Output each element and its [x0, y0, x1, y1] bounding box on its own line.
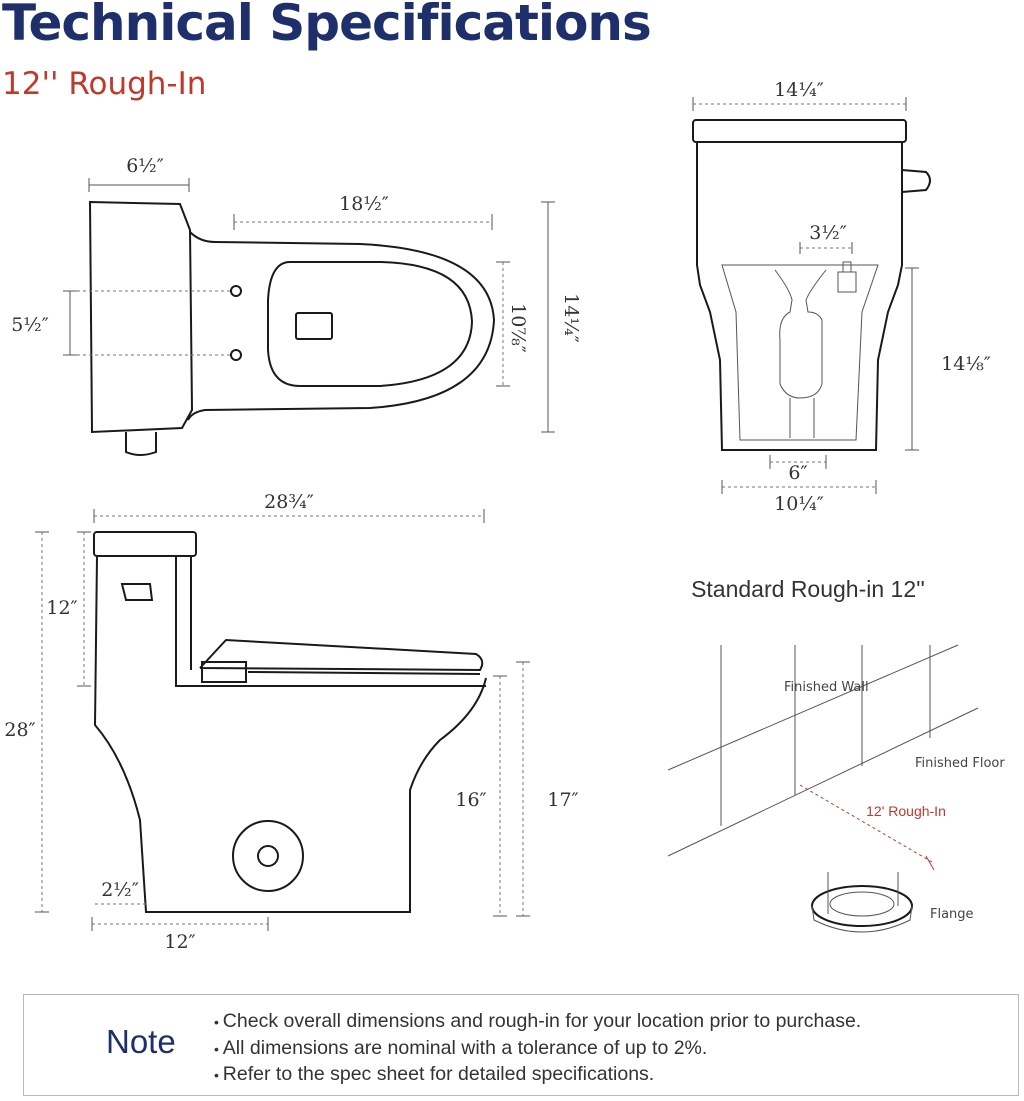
side-view — [4, 491, 578, 953]
dim-overall-height: 28″ — [4, 719, 36, 741]
flange-icon — [812, 872, 912, 932]
note-list — [214, 1009, 861, 1089]
page-subtitle: 12'' Rough-In — [2, 66, 207, 102]
dim-seat-width: 10⅞″ — [507, 303, 529, 353]
dim-outlet-width: 3½″ — [809, 222, 847, 244]
dim-base-width: 10¼″ — [774, 493, 824, 515]
rough-in-title: Standard Rough-in 12'' — [691, 576, 925, 602]
dim-trap-width: 6″ — [788, 462, 808, 484]
rough-in-label: 12' Rough-In — [866, 803, 946, 819]
dim-rim-height: 17″ — [547, 789, 579, 811]
note-item: • Refer to the spec sheet for detailed specifications. — [214, 1062, 861, 1089]
note-item: • Check overall dimensions and rough-in for your location prior to purchase. — [214, 1009, 861, 1036]
finished-floor-label: Finished Floor — [915, 756, 1005, 771]
dim-overall-length: 28¾″ — [264, 491, 314, 513]
note-title: Note — [106, 1023, 176, 1060]
dim-bolt-spacing: 5½″ — [11, 314, 49, 336]
dim-bowl-length: 18½″ — [339, 193, 389, 215]
dim-tank-width: 14¼″ — [774, 79, 824, 101]
page-title: Technical Specifications — [2, 0, 651, 52]
flush-button-icon — [296, 313, 332, 339]
front-view — [693, 79, 991, 515]
top-view — [11, 155, 582, 455]
finished-wall-label: Finished Wall — [784, 680, 869, 695]
dim-seat-depth: 6½″ — [126, 155, 164, 177]
rough-in-diagram — [668, 576, 1005, 932]
note-item: • All dimensions are nominal with a tolerance of up to 2%. — [214, 1036, 861, 1063]
dim-overall-width: 14¼″ — [560, 293, 582, 343]
dim-rough-in: 12″ — [164, 931, 196, 953]
dim-seat-height: 16″ — [455, 789, 487, 811]
note-box — [23, 994, 1019, 1096]
dim-bowl-height: 14⅛″ — [941, 353, 991, 375]
dim-tank-height: 12″ — [46, 597, 78, 619]
flange-label: Flange — [930, 907, 974, 922]
dim-base-offset: 2½″ — [101, 879, 139, 901]
